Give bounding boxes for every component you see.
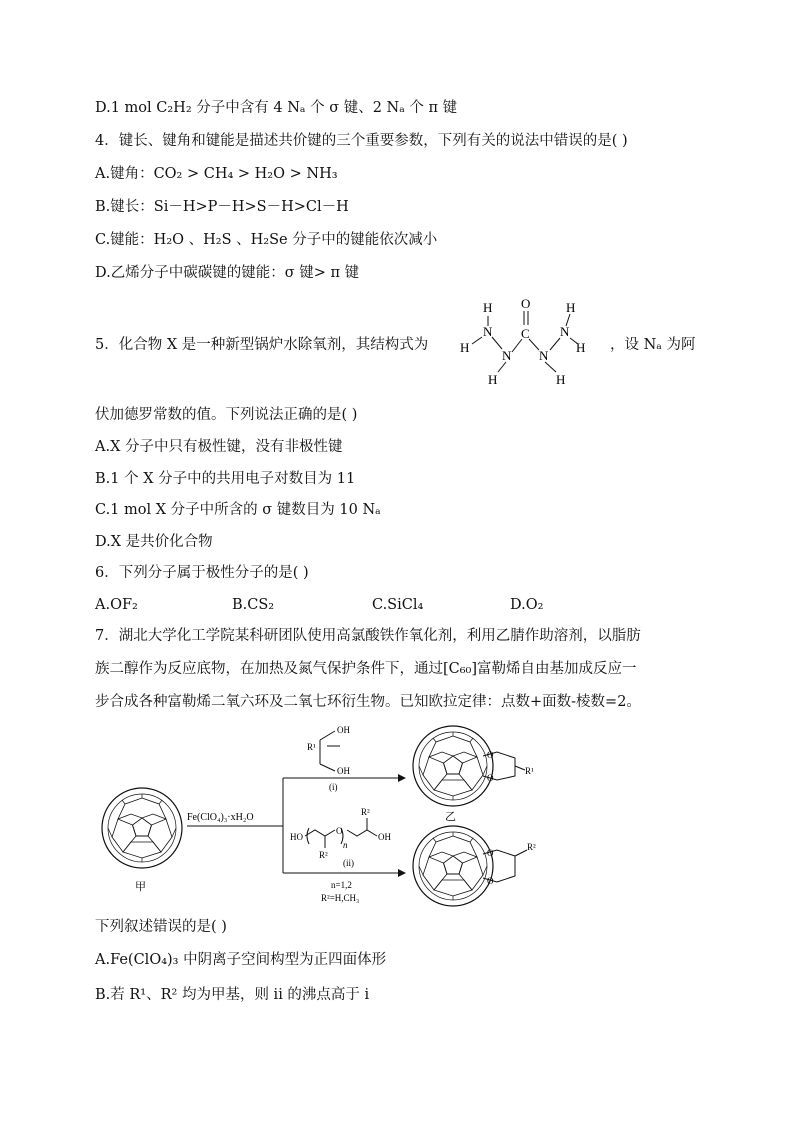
h-atom-6: H bbox=[576, 340, 586, 355]
q3-option-d: D.1 mol C₂H₂ 分子中含有 4 Nₐ 个 σ 键、2 Nₐ 个 π 键 bbox=[95, 100, 458, 116]
oh-top-i: OH bbox=[337, 725, 350, 735]
reaction-scheme bbox=[95, 718, 735, 913]
start-label: 甲 bbox=[135, 881, 146, 893]
q6-option-c: C.SiCl₄ bbox=[372, 597, 424, 613]
n-subscript: n bbox=[343, 840, 348, 850]
o-bottom-product-1: O bbox=[487, 848, 494, 858]
n-atom-3: N bbox=[539, 348, 549, 363]
h-atom-4: H bbox=[556, 372, 566, 387]
ho-ii: HO bbox=[290, 832, 303, 842]
question-7-stem-1: 7．湖北大学化工学院某科研团队使用高氯酸铁作氧化剂，利用乙腈作助溶剂，以脂肪 bbox=[95, 628, 641, 644]
reagent-label: Fe(ClO₄)₃·xH₂O bbox=[187, 812, 254, 823]
c-atom: C bbox=[521, 326, 530, 341]
condition-n: n=1,2 bbox=[331, 880, 352, 890]
fullerene-product-bottom bbox=[413, 826, 493, 906]
q6-option-b: B.CS₂ bbox=[232, 597, 275, 613]
r1-label-i: R¹ bbox=[307, 742, 316, 752]
question-7-stem-3: 步合成各种富勒烯二氧六环及二氧七环衍生物。已知欧拉定律：点数+面数-棱数=2。 bbox=[95, 694, 641, 710]
q6-option-d: D.O₂ bbox=[510, 597, 544, 613]
fullerene-start bbox=[102, 788, 182, 868]
q5-option-d: D.X 是共价化合物 bbox=[95, 534, 213, 550]
oh-ii: OH bbox=[378, 832, 391, 842]
question-5-stem-cont: 伏加德罗常数的值。下列说法正确的是( ) bbox=[95, 407, 358, 423]
q5-option-b: B.1 个 X 分子中的共用电子对数目为 11 bbox=[95, 471, 356, 487]
question-7-ask: 下列叙述错误的是( ) bbox=[95, 919, 227, 935]
question-5-stem: 5．化合物 X 是一种新型锅炉水除氧剂，其结构式为 bbox=[95, 337, 429, 353]
q5-option-c: C.1 mol X 分子中所含的 σ 键数目为 10 Nₐ bbox=[95, 502, 381, 518]
q4-option-d: D.乙烯分子中碳碳键的键能：σ 键> π 键 bbox=[95, 265, 360, 281]
o-bottom-product-2: O bbox=[487, 876, 494, 886]
o-top-product-2: O bbox=[487, 773, 494, 783]
o-top-product-1: O bbox=[487, 750, 494, 760]
q4-option-b: B.键长：Si－H>P－H>S－H>Cl－H bbox=[95, 199, 349, 215]
question-7-stem-2: 族二醇作为反应底物，在加热及氮气保护条件下，通过[C₆₀]富勒烯自由基加成反应一 bbox=[95, 661, 637, 677]
r2-label-ii-bottom: R² bbox=[319, 850, 328, 860]
o-atom: O bbox=[521, 296, 531, 311]
n-atom-1: N bbox=[483, 324, 493, 339]
q5-option-a: A.X 分子中只有极性键，没有非极性键 bbox=[95, 439, 343, 455]
q4-option-c: C.键能：H₂O 、H₂S 、H₂Se 分子中的键能依次减小 bbox=[95, 232, 438, 248]
n-atom-4: N bbox=[560, 324, 570, 339]
o-ii: O bbox=[336, 826, 343, 836]
q6-option-a: A.OF₂ bbox=[95, 597, 138, 613]
oh-bottom-i: OH bbox=[337, 766, 350, 776]
r1-product: R¹ bbox=[525, 766, 534, 776]
question-6-stem: 6．下列分子属于极性分子的是( ) bbox=[95, 565, 309, 581]
q7-option-a: A.Fe(ClO₄)₃ 中阴离子空间构型为正四面体形 bbox=[95, 952, 387, 968]
fullerene-product-top bbox=[413, 726, 493, 806]
h-atom-3: H bbox=[488, 372, 498, 387]
question-5-stem-end: ，设 Nₐ 为阿 bbox=[610, 337, 696, 353]
q4-option-a: A.键角：CO₂ > CH₄ > H₂O > NH₃ bbox=[95, 166, 338, 182]
h-atom-1: H bbox=[483, 300, 493, 315]
condition-r2: R²=H,CH₃ bbox=[321, 893, 360, 903]
r2-label-ii-top: R² bbox=[361, 807, 370, 817]
question-4-stem: 4．键长、键角和键能是描述共价键的三个重要参数，下列有关的说法中错误的是( ) bbox=[95, 133, 628, 149]
q7-option-b: B.若 R¹、R² 均为甲基，则 ii 的沸点高于 i bbox=[95, 987, 370, 1003]
h-atom-2: H bbox=[460, 340, 470, 355]
n-atom-2: N bbox=[502, 348, 512, 363]
product-label: 乙 bbox=[445, 811, 456, 823]
label-i: (i) bbox=[329, 782, 338, 792]
r2-product: R² bbox=[527, 842, 536, 852]
h-atom-5: H bbox=[566, 300, 576, 315]
label-ii: (ii) bbox=[343, 858, 354, 868]
structure-formula-x bbox=[458, 292, 608, 392]
